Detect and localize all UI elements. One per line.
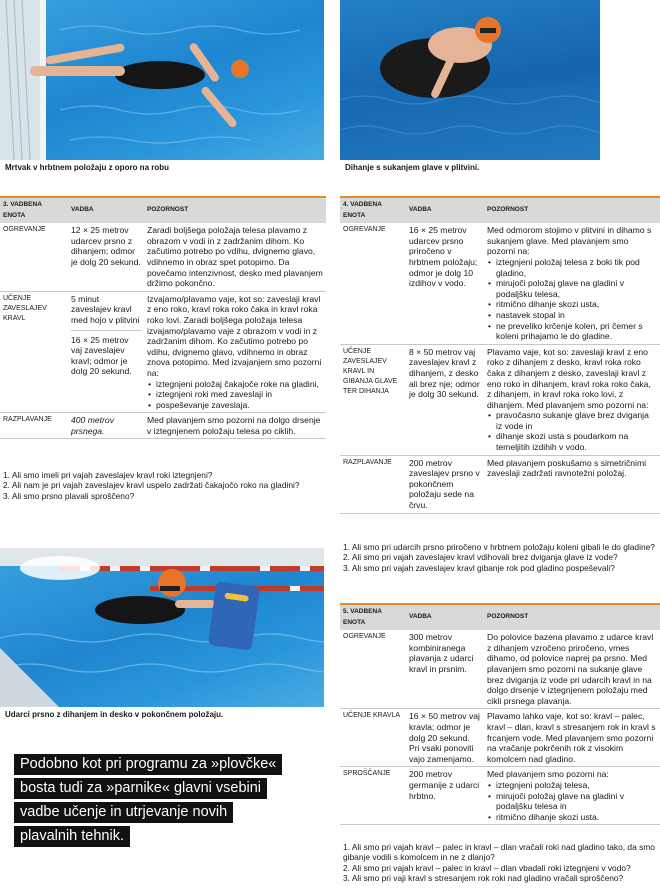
question: 3. Ali smo prsno plavali sproščeno?: [3, 490, 135, 501]
row-label: OGREVANJE: [340, 630, 406, 709]
row-pozornost: Med plavanjem smo pozorni na dolgo drsenje v iztegnjenem položaju telesa po ciklih.: [144, 413, 326, 439]
table-row: [340, 709, 660, 767]
vadba-part: 5 minut zaveslajev kravl med hojo v plitvini: [71, 294, 141, 331]
row-vadba: 16 × 25 metrov udarcev prsno priročeno v hrbtnem položaju; odmor je dolg 10 izdihov v vodo.: [406, 223, 484, 344]
question: 1. Ali smo pri vajah kravl – palec in kravl – dlan vračali roki nad gladino tako, da smo gibanje vodili s komolcem in ne z dlanjo?: [343, 842, 655, 863]
question: 2. Ali nam je pri vajah zaveslajev kravl uspelo zadržati čakajočo roko na gladini?: [3, 480, 300, 491]
pool-illustration: [0, 548, 324, 708]
table-row: [340, 630, 660, 709]
bullet-list: [487, 410, 657, 452]
row-pozornost: Plavamo lahko vaje, kot so: kravl – palec, kravl – dlan, kravl s stresanjem rok in kravl s frcanjem vode. Med plavanjem smo pozorni na vračanje pokrčenih rok z visokim komolcem nad gladino.: [484, 709, 660, 767]
list-item: • iztegnjeni položaj telesa,: [487, 780, 657, 791]
pozornost-intro: Med plavanjem smo pozorni na:: [487, 769, 609, 780]
bullet-list: [487, 257, 657, 342]
table-row: [340, 455, 660, 513]
question: 2. Ali smo pri vajah zaveslajev kravl vdihovali brez dviganja glave iz vode?: [343, 552, 618, 563]
col-vadba: VADBA: [68, 197, 144, 223]
training-unit-3-table: [0, 196, 326, 439]
col-pozornost: POZORNOST: [144, 197, 326, 223]
list-item: • iztegnjeni položaj čakajoče roke na gladini,: [147, 379, 323, 390]
pozornost-intro: Izvajamo/plavamo vaje, kot so: zaveslaji kravl z eno roko, kravl roka roko čaka in kravl roka roko lovi. Zaradi boljšega položaja telesa izvajamo/plavamo vaje z obrazom v vodi in z zadržanim dihom. Ko začutimo potrebo po vdihu, dvignemo glavo, vdihnemo in obraz znova potopimo. Med izvajanjem smo pozorni na:: [147, 293, 322, 378]
row-pozornost: Zaradi boljšega položaja telesa plavamo z obrazom v vodi in z zadržanim dihom. Ko začutimo potrebo po vdihu, dvignemo glavo, vdihnemo in obraz spet potopimo. Da povečamo intenzivnost, desko med plavanjem držimo pokončno.: [144, 223, 326, 291]
pool-illustration: [340, 0, 600, 160]
row-vadba: 16 × 50 metrov vaj kravla; odmor je dolg 20 sekund. Pri vsaki ponoviti vajo zamenjamo.: [406, 709, 484, 767]
pull-quote: [14, 754, 294, 850]
table-row: [0, 413, 326, 439]
quote-line: Podobno kot pri programu za »plovčke«: [14, 754, 282, 775]
pozornost-intro: Plavamo vaje, kot so: zaveslaji kravl z eno roko z dihanjem z desko, kravl roka roko čaka z dihanjem z desko, zaveslaji kravl z eno roko in dihanjem, kravl roka roko čaka, z dihanjem, in kravl roka roko lovi, z dihanjem. Med plavanjem smo pozorni na:: [487, 346, 651, 410]
col-unit: 4. VADBENA ENOTA: [340, 197, 406, 223]
questions-unit-5: [343, 842, 658, 884]
list-item: • pravočasno sukanje glave brez dviganja iz vode in: [487, 410, 657, 431]
question: 1. Ali smo pri udarcih prsno priročeno v hrbtnem položaju koleni gibali le do gladine?: [343, 542, 655, 552]
row-label: UČENJE ZAVESLAJEV KRAVL IN GIBANJA GLAVE TER DIHANJA: [340, 344, 406, 455]
questions-unit-3: [3, 470, 325, 501]
pozornost-intro: Med odmorom stojimo v plitvini in dihamo s sukanjem glave. Med plavanjem smo pozorni na:: [487, 225, 652, 257]
col-pozornost: POZORNOST: [484, 604, 660, 630]
row-label: UČENJE ZAVESLAJEV KRAVL: [0, 291, 68, 413]
row-vadba: [68, 291, 144, 413]
col-vadba: VADBA: [406, 604, 484, 630]
questions-unit-4: [343, 542, 658, 573]
row-vadba: 200 metrov zaveslajev prsno v pokončnem položaju sede na črvu.: [406, 455, 484, 513]
list-item: • iztegnjeni položaj telesa z boki tik pod gladino,: [487, 257, 657, 278]
table-row: [0, 291, 326, 413]
photo-caption: Dihanje s sukanjem glave v plitvini.: [340, 160, 600, 177]
question: 1. Ali smo imeli pri vajah zaveslajev kravl roki iztegnjeni?: [3, 470, 213, 480]
row-pozornost: Med plavanjem poskušamo s simetričnimi zaveslaji zadržati ravnotežni položaj.: [484, 455, 660, 513]
row-vadba: 200 metrov germanije z udarci hrbtno.: [406, 767, 484, 825]
list-item: • mirujoči položaj glave na gladini v podaljšku telesa in: [487, 791, 657, 812]
list-item: • iztegnjeni roki med zaveslaji in: [147, 389, 323, 400]
table-row: [340, 767, 660, 825]
list-item: • mirujoči položaj glave na gladini v podaljšku telesa,: [487, 278, 657, 299]
row-label: RAZPLAVANJE: [340, 455, 406, 513]
table-row: [0, 223, 326, 291]
row-label: UČENJE KRAVLA: [340, 709, 406, 767]
list-item: • ritmično dihanje skozi usta,: [487, 299, 657, 310]
list-item: • ritmično dihanje skozi usta.: [487, 812, 657, 823]
row-label: RAZPLAVANJE: [0, 413, 68, 439]
row-vadba: 400 metrov prsnega.: [68, 413, 144, 439]
question: 3. Ali smo pri vajah zaveslajev kravl gibanje rok pod gladino pospeševali?: [343, 562, 615, 573]
list-item: • pospeševanje zaveslaja.: [147, 400, 323, 411]
table-header: [340, 604, 660, 630]
pool-illustration: [0, 0, 324, 160]
question: 2. Ali smo pri vajah kravl – palec in kravl – dlan vbadali roki iztegnjeni v vodo?: [343, 862, 631, 873]
row-pozornost: [484, 344, 660, 455]
photo-breathing: [340, 0, 600, 177]
quote-line: vadbe učenje in utrjevanje novih: [14, 802, 233, 823]
bullet-list: [487, 780, 657, 822]
training-unit-5-table: [340, 603, 660, 825]
quote-line: bosta tudi za »parnike« glavni vsebini: [14, 778, 267, 799]
table-row: [340, 344, 660, 455]
photo-kickboard: [0, 548, 324, 724]
row-vadba: 12 × 25 metrov udarcev prsno z dihanjem; odmor je dolg 20 sekund.: [68, 223, 144, 291]
list-item: • ne preveliko krčenje kolen, pri čemer s koleni prihajamo le do gladine.: [487, 321, 657, 342]
row-label: OGREVANJE: [340, 223, 406, 344]
row-vadba: 300 metrov kombiniranega plavanja z udarci kravl in prsnim.: [406, 630, 484, 709]
table-header: [340, 197, 660, 223]
question: 3. Ali smo pri vaji kravl s stresanjem rok roki nad gladino vračali sproščeno?: [343, 873, 624, 884]
photo-back-float: [0, 0, 324, 177]
col-pozornost: POZORNOST: [484, 197, 660, 223]
row-label: OGREVANJE: [0, 223, 68, 291]
quote-line: plavalnih tehnik.: [14, 826, 130, 847]
list-item: • nastavek stopal in: [487, 310, 657, 321]
photo-caption: Mrtvak v hrbtnem položaju z oporo na robu: [0, 160, 324, 177]
row-pozornost: Do polovice bazena plavamo z udarce kravl z dihanjem vzročeno priročeno, vmes dihamo, od polovice naprej pa prsno. Med plavanjem smo pozorni na sukanje glave brez dviganja iz vode pri udarcih kravl in na dolgo drsenje v iztegnjenem položaju med cikli prsnega plavanja.: [484, 630, 660, 709]
vadba-part: 16 × 25 metrov vaj zaveslajev kravl; odmor je dolg 20 sekund.: [71, 334, 132, 377]
row-vadba: 8 × 50 metrov vaj zaveslajev kravl z dihanjem, z desko ali brez nje; odmor je dolg 30 sekund.: [406, 344, 484, 455]
training-unit-4-table: [340, 196, 660, 514]
col-unit: 3. VADBENA ENOTA: [0, 197, 68, 223]
col-vadba: VADBA: [406, 197, 484, 223]
list-item: • dihanje skozi usta s poudarkom na temeljitih izdihih v vodo.: [487, 431, 657, 452]
table-row: [340, 223, 660, 344]
col-unit: 5. VADBENA ENOTA: [340, 604, 406, 630]
bullet-list: [147, 379, 323, 411]
table-header: [0, 197, 326, 223]
row-pozornost: [484, 223, 660, 344]
row-pozornost: [484, 767, 660, 825]
row-label: SPROŠČANJE: [340, 767, 406, 825]
row-pozornost: [144, 291, 326, 413]
photo-caption: Udarci prsno z dihanjem in desko v pokončnem položaju.: [0, 707, 324, 724]
